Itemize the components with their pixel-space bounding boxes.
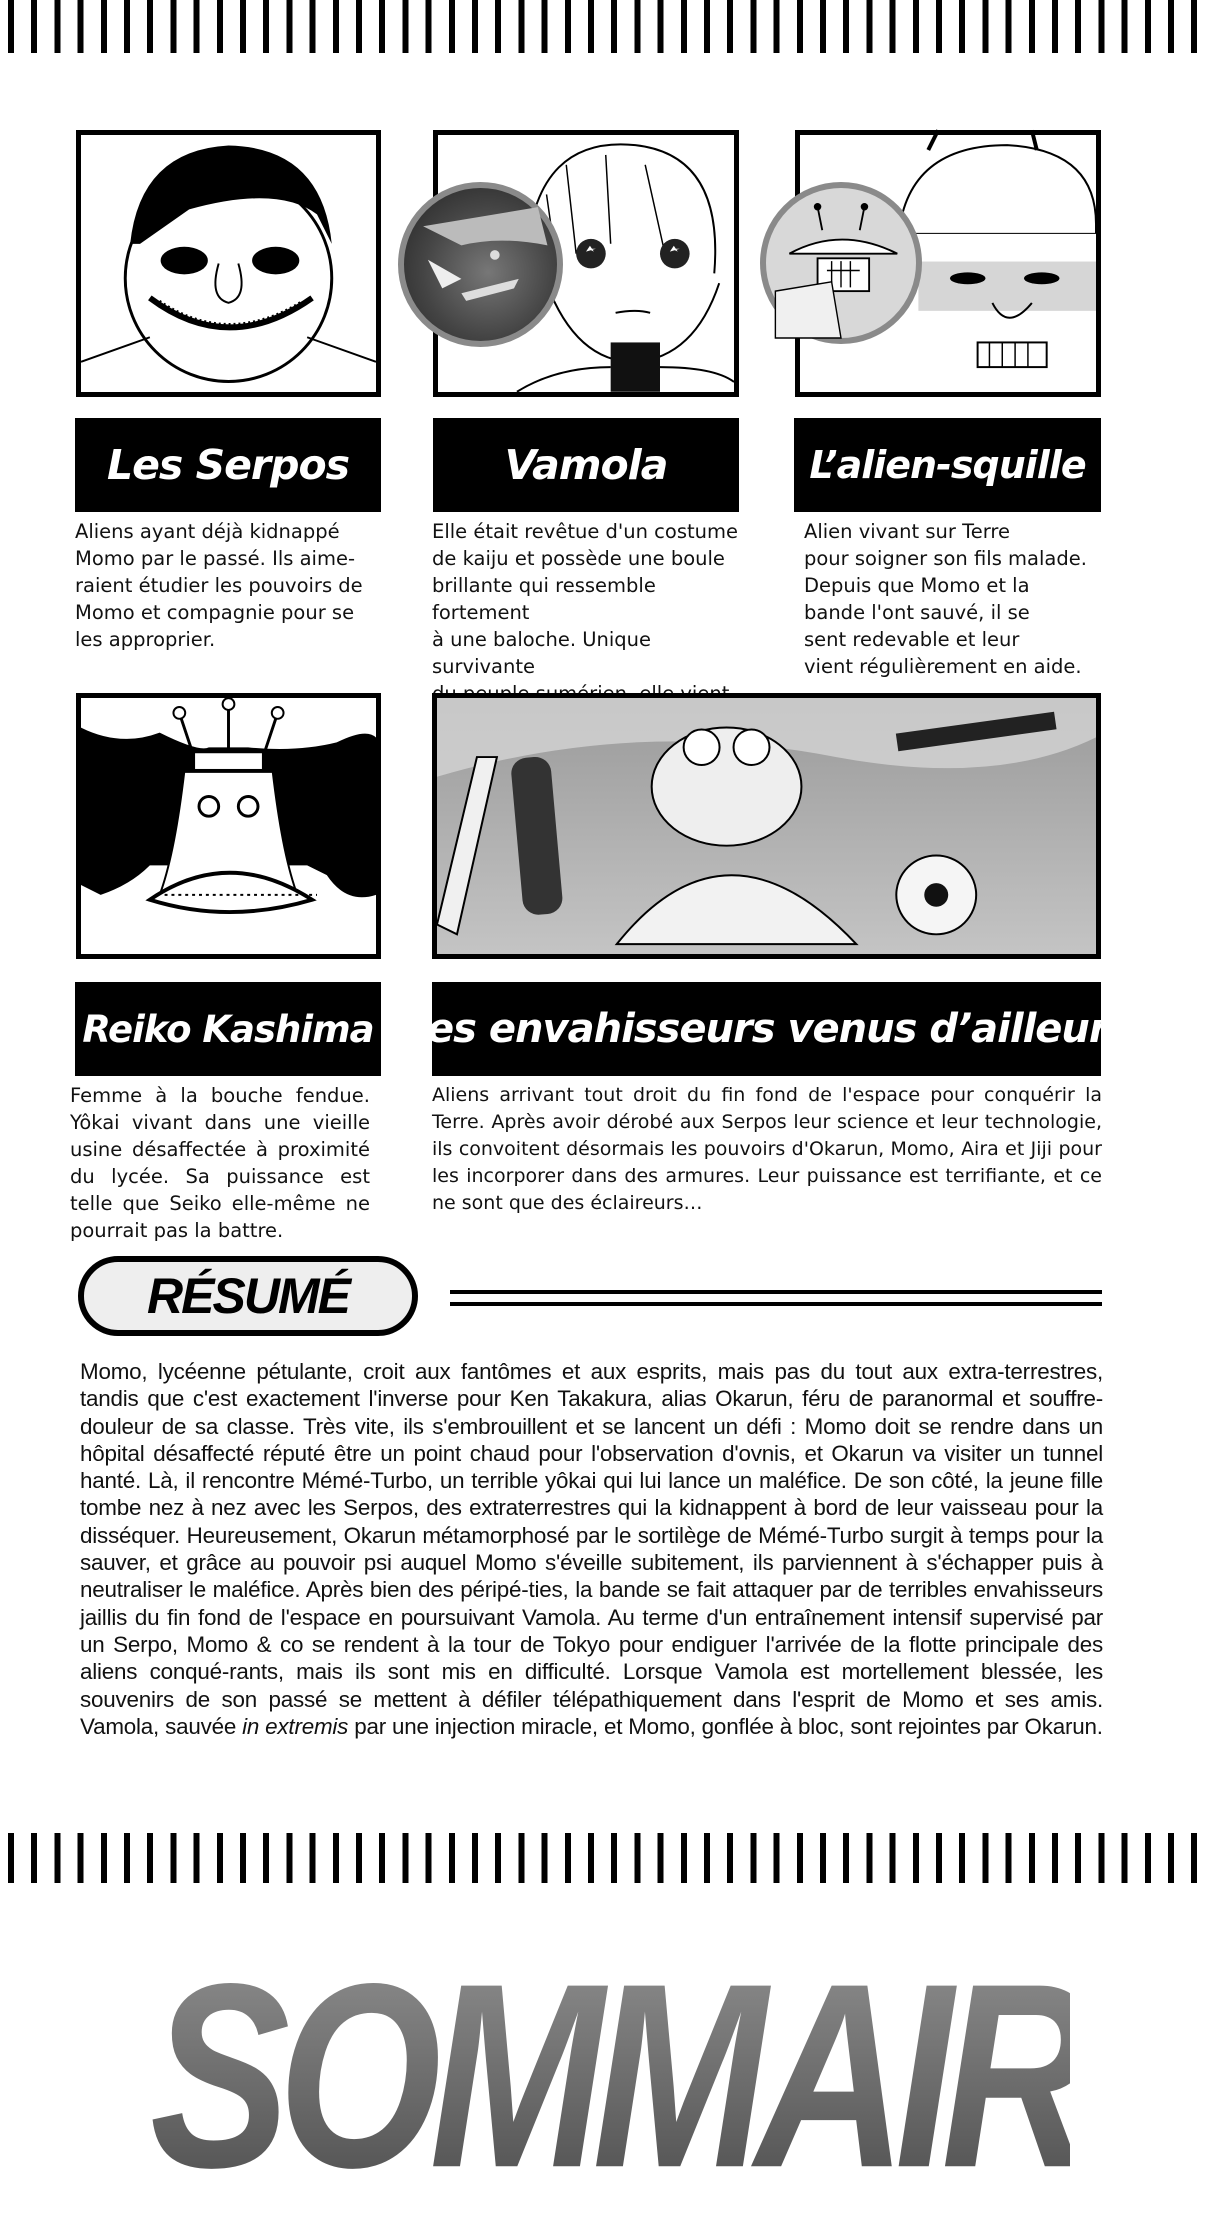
description-line: les approprier. — [75, 628, 216, 651]
summary-text: Momo, lycéenne pétulante, croit aux fantômes et aux esprits, mais pas du tout aux extra-terrestres, tandis que c'est exactement l'inverse pour Ken Takakura, alias Okarun, féru de paranormal et souffre-douleur de sa classe. Très vite, ils s'embrouillent et se lancent un défi : Momo doit se rendre dans un hôpital désaffecté réputé être un point chaud pour l'observation d'ovnis, et Okarun va visiter un tunnel hanté. Là, il rencontre Mémé-Turbo, un terrible yôkai qui lui lance un maléfice. De son côté, la jeune fille tombe nez à nez avec les Serpos, des extraterrestres qui la kidnappent à bord de leur vaisseau pour la disséquer. Heureusement, Okarun métamorphosé par le sortilège de Mémé-Turbo surgit à temps pour la sauver, et grâce au pouvoir psi auquel Momo s'éveille subitement, ils parviennent à s'échapper puis à neutraliser le maléfice. Après bien des péripé-ties, la bande se fait attaquer par de terribles envahisseurs jaillis du fin fond de l'espace en poursuivant Vamola. Au terme d'un entraînement intensif supervisé par un Serpo, Momo & co se rendent à la tour de Tokyo pour endiguer l'arrivée de la flotte principale des aliens conqué-rants, mais ils sont mis en difficulté. Lorsque Vamola est mortellement blessée, les souvenirs de son passé se mettent à défiler télépathiquement dans l'esprit de Momo et ses amis. Vamola, sauvée — [80, 1359, 1103, 1739]
character-title-vamola: Vamola — [433, 418, 739, 512]
top-stripe-border — [0, 0, 1200, 53]
invaders-scene — [432, 693, 1101, 959]
description-line: sent redevable et leur — [804, 628, 1020, 651]
serpos-illustration — [81, 135, 376, 392]
sommaire-title-text: SOMMAIRE — [150, 1928, 1209, 2223]
character-description-reiko-kashima: Femme à la bouche fendue. Yôkai vivant dans une vieille usine désaffectée à proximité du lycée. Sa puissance est telle que Seiko elle-même ne pourrait pas la battre. — [70, 1084, 370, 1242]
description-line: raient étudier les pouvoirs de — [75, 574, 363, 597]
resume-heading: RÉSUMÉ — [78, 1256, 418, 1336]
description-line: Momo par le passé. Ils aime- — [75, 547, 355, 570]
character-description-alien-squille — [804, 518, 1104, 680]
bottom-stripe-border — [0, 1833, 1200, 1883]
description-line: Elle était revêtue d'un costume — [432, 520, 738, 543]
description-line: Depuis que Momo et la — [804, 574, 1030, 597]
reiko-kashima-portrait — [76, 693, 381, 959]
summary-italic-text: in extremis — [242, 1713, 349, 1739]
description-line: Alien vivant sur Terre — [804, 520, 1010, 543]
character-title-alien-squille: L’alien-squille — [794, 418, 1101, 512]
character-title-serpos: Les Serpos — [75, 418, 381, 512]
kaiju-inset-circle — [398, 182, 563, 347]
serpos-portrait — [76, 130, 381, 397]
character-title-reiko-kashima: Reiko Kashima — [75, 982, 381, 1076]
invaders-illustration — [437, 698, 1096, 954]
resume-summary — [80, 1358, 1103, 1740]
description-line: Aliens ayant déjà kidnappé — [75, 520, 340, 543]
description-line: à une baloche. Unique survivante — [432, 628, 651, 678]
description-line: de kaiju et possède une boule — [432, 547, 725, 570]
character-title-invaders: Les envahisseurs venus d’ailleurs — [432, 982, 1101, 1076]
sommaire-title — [150, 1928, 1209, 2223]
character-description-serpos — [75, 518, 385, 653]
alien-squille-inset-circle — [760, 182, 922, 344]
description-line: bande l'ont sauvé, il se — [804, 601, 1030, 624]
description-line: pour soigner son fils malade. — [804, 547, 1087, 570]
resume-divider-line-bottom — [450, 1302, 1102, 1306]
resume-divider-line-top — [450, 1290, 1102, 1294]
character-description-invaders: Aliens arrivant tout droit du fin fond de l'espace pour conquérir la Terre. Après avoir dérobé aux Serpos leur science et leur technologie, ils convoitent désormais les pouvoirs d'Okarun, Momo, Aira et Jiji pour les incorporer dans des armures. Leur puissance est terrifiante, et ce ne sont que des éclaireurs… — [432, 1084, 1102, 1214]
alien-squille-small-illustration — [766, 188, 916, 338]
description-line: vient régulièrement en aide. — [804, 655, 1082, 678]
kaiju-illustration — [404, 188, 557, 341]
description-line: brillante qui ressemble fortement — [432, 574, 656, 624]
summary-text-end: par une injection miracle, et Momo, gonflée à bloc, sont rejointes par Okarun. — [348, 1713, 1103, 1739]
reiko-kashima-illustration — [81, 698, 376, 954]
description-line: Momo et compagnie pour se — [75, 601, 355, 624]
